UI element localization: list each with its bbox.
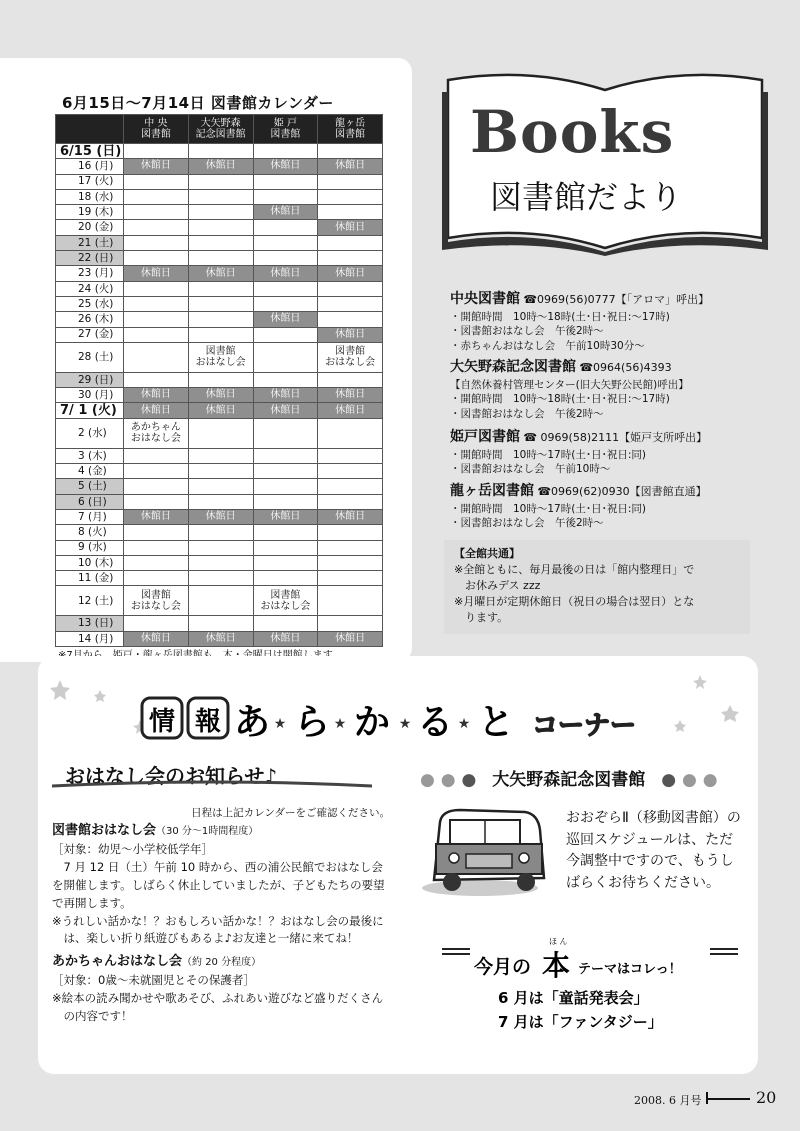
calendar-cell — [188, 174, 253, 189]
calendar-row — [56, 372, 383, 387]
calendar-date: 26 (木) — [56, 312, 124, 327]
calendar-cell — [318, 281, 383, 296]
event-cell: 図書館 おはなし会 — [318, 342, 383, 372]
header-himedo-label: 姫 戸 図書館 — [270, 117, 301, 140]
header-himedo — [253, 115, 318, 144]
closed-day-cell: 休館日 — [253, 403, 318, 418]
calendar-row — [56, 555, 383, 570]
library-storytime: ・図書館おはなし会 午後2時〜 — [450, 325, 604, 338]
info-tag-2: 報 — [194, 707, 222, 737]
calendar-date-header — [56, 115, 124, 144]
calendar-cell — [253, 418, 318, 448]
calendar-date: 28 (土) — [56, 342, 124, 372]
closed-day-cell: 休館日 — [253, 312, 318, 327]
calendar-row — [56, 220, 383, 235]
theme-of-month — [440, 935, 740, 1035]
calendar-row — [56, 540, 383, 555]
closed-day-cell: 休館日 — [188, 403, 253, 418]
calendar-date: 16 (月) — [56, 159, 124, 174]
schedule-note: 日程は上記カレンダーをご確認ください。 — [191, 807, 390, 819]
common-line: ※全館ともに、毎月最後の日は「館内整理日」で — [454, 562, 695, 576]
storytime-heading: おはなし会のお知らせ♪ — [65, 764, 278, 788]
calendar-cell — [188, 479, 253, 494]
calendar-cell — [318, 418, 383, 448]
svg-text:★: ★ — [273, 716, 287, 732]
closed-day-cell: 休館日 — [124, 509, 189, 524]
library-phone: ☎0964(56)4393 — [579, 361, 672, 374]
calendar-cell — [188, 571, 253, 586]
calendar-date: 11 (金) — [56, 571, 124, 586]
theme-july: 7 月は「ファンタジー」 — [498, 1013, 663, 1031]
calendar-cell — [253, 479, 318, 494]
calendar-cell — [188, 205, 253, 220]
library-info-oyano — [450, 358, 689, 422]
calendar-row — [56, 586, 383, 616]
header-oyano — [188, 115, 253, 144]
calendar-cell — [188, 448, 253, 463]
calendar-date: 18 (水) — [56, 189, 124, 204]
calendar-cell — [253, 616, 318, 631]
oyamori-heading-text: 大矢野森記念図書館 — [492, 770, 646, 790]
baby-storytime-heading: あかちゃんおはなし会 — [52, 954, 183, 970]
calendar-cell — [188, 616, 253, 631]
calendar-cell — [188, 525, 253, 540]
closed-day-cell: 休館日 — [253, 159, 318, 174]
page-number: 20 — [756, 1088, 777, 1107]
calendar-row — [56, 494, 383, 509]
calendar-date: 4 (金) — [56, 464, 124, 479]
calendar-cell — [124, 464, 189, 479]
calendar-row — [56, 525, 383, 540]
calendar-cell — [124, 616, 189, 631]
closed-day-cell: 休館日 — [253, 266, 318, 281]
calendar-cell — [253, 251, 318, 266]
calendar-row — [56, 205, 383, 220]
common-line: ※月曜日が定期休館日（祝日の場合は翌日）とな — [454, 594, 695, 608]
calendar-date: 24 (火) — [56, 281, 124, 296]
footer-rule — [708, 1098, 750, 1100]
calendar-cell — [188, 464, 253, 479]
calendar-row — [56, 235, 383, 250]
calendar-cell — [253, 144, 318, 159]
calendar-date: 8 (火) — [56, 525, 124, 540]
banner-char: ら — [293, 702, 331, 743]
calendar-header-row — [56, 115, 383, 144]
calendar-row — [56, 312, 383, 327]
calendar-date: 7 (月) — [56, 509, 124, 524]
banner-corner: コーナー — [532, 711, 637, 741]
calendar-cell — [253, 494, 318, 509]
common-line: お休みデス zzz — [454, 578, 541, 592]
header-chuo — [124, 115, 189, 144]
calendar-cell — [318, 571, 383, 586]
closed-day-cell: 休館日 — [318, 403, 383, 418]
calendar-cell — [188, 540, 253, 555]
closed-day-cell: 休館日 — [318, 159, 383, 174]
calendar-cell — [253, 525, 318, 540]
calendar-cell — [124, 235, 189, 250]
baby-storytime-desc: ※絵本の読み聞かせや歌あそび、ふれあい遊びなど盛りだくさんの内容です！ — [52, 991, 384, 1024]
library-phone: ☎0969(56)0777【「アロマ」呼出】 — [523, 293, 710, 306]
calendar-date: 2 (水) — [56, 418, 124, 448]
calendar-cell — [253, 342, 318, 372]
storytime-library-target: ［対象：幼児〜小学校低学年］ — [52, 842, 213, 857]
calendar-cell — [318, 174, 383, 189]
header-ryugatake-label: 龍ヶ岳 図書館 — [335, 117, 366, 140]
calendar-cell — [124, 281, 189, 296]
library-name: 龍ヶ岳図書館 — [450, 483, 534, 499]
calendar-date: 12 (土) — [56, 586, 124, 616]
calendar-cell — [318, 372, 383, 387]
calendar-cell — [188, 555, 253, 570]
theme-june: 6 月は「童話発表会」 — [498, 989, 649, 1007]
library-hours: ・開館時間 10時〜17時(土･日･祝日:同) — [450, 502, 646, 515]
storytime-library-desc: 7 月 12 日（土）午前 10 時から、西の浦公民館でおはなし会を開催します。しばらく休止していましたが、子どもたちの要望で再開します。 — [52, 860, 385, 910]
books-subtitle: 図書館だより — [490, 178, 683, 216]
library-storytime: ・図書館おはなし会 午前10時〜 — [450, 463, 611, 476]
svg-text:★: ★ — [457, 716, 471, 732]
library-info-chuo — [450, 290, 709, 354]
calendar-row — [56, 464, 383, 479]
calendar-row — [56, 388, 383, 403]
svg-text:★: ★ — [333, 716, 347, 732]
calendar-row — [56, 251, 383, 266]
calendar-date: 27 (金) — [56, 327, 124, 342]
library-storytime: ・図書館おはなし会 午後2時〜 — [450, 407, 604, 420]
closed-day-cell: 休館日 — [124, 266, 189, 281]
baby-storytime-duration: （約 20 分程度） — [182, 957, 262, 969]
info-corner-banner — [140, 690, 700, 750]
calendar-row — [56, 189, 383, 204]
mobile-library-bus-illustration — [420, 800, 560, 900]
library-phone: ☎0969(62)0930【図書館直通】 — [537, 485, 707, 498]
calendar-date: 10 (木) — [56, 555, 124, 570]
calendar-cell — [188, 312, 253, 327]
calendar-cell — [318, 464, 383, 479]
library-hours: ・開館時間 10時〜18時(土･日･祝日:〜17時) — [450, 393, 670, 406]
library-baby-storytime: ・赤ちゃんおはなし会 午前10時30分〜 — [450, 339, 645, 352]
calendar-row — [56, 509, 383, 524]
calendar-row — [56, 296, 383, 311]
calendar-cell — [318, 586, 383, 616]
library-name: 姫戸図書館 — [450, 429, 520, 445]
header-oyano-label: 大矢野森 記念図書館 — [195, 117, 246, 140]
calendar-date: 9 (水) — [56, 540, 124, 555]
calendar-cell — [188, 281, 253, 296]
calendar-cell — [124, 205, 189, 220]
calendar-cell — [124, 571, 189, 586]
calendar-cell — [253, 296, 318, 311]
closed-day-cell: 休館日 — [253, 631, 318, 646]
calendar-date: 6/15 (日) — [56, 144, 124, 159]
calendar-cell — [124, 555, 189, 570]
calendar-row — [56, 418, 383, 448]
library-name: 中央図書館 — [450, 291, 520, 307]
banner-char: と — [477, 702, 515, 743]
calendar-cell — [124, 342, 189, 372]
storytime-body — [52, 805, 390, 1026]
calendar-row — [56, 281, 383, 296]
calendar-cell — [124, 251, 189, 266]
calendar-cell — [124, 540, 189, 555]
calendar-cell — [188, 494, 253, 509]
calendar-cell — [318, 616, 383, 631]
storytime-library-duration: （30 分〜1時間程度） — [156, 826, 259, 838]
calendar-date: 19 (木) — [56, 205, 124, 220]
calendar-cell — [188, 235, 253, 250]
calendar-date: 5 (土) — [56, 479, 124, 494]
library-info-himedo — [450, 428, 707, 477]
heading-underline — [52, 778, 372, 792]
calendar-cell — [253, 540, 318, 555]
library-info-ryugatake — [450, 482, 707, 531]
event-cell: 図書館 おはなし会 — [253, 586, 318, 616]
closed-day-cell: 休館日 — [188, 388, 253, 403]
info-tag-1: 情 — [148, 707, 176, 737]
closed-day-cell: 休館日 — [253, 205, 318, 220]
storytime-library-extra: ※うれしい話かな！？おもしろい話かな！？おはなし会の最後には、楽しい折り紙遊びもあるよ♪お友達と一緒に来てね！ — [52, 913, 384, 946]
calendar-cell — [124, 479, 189, 494]
calendar-row — [56, 631, 383, 646]
calendar-date: 30 (月) — [56, 388, 124, 403]
closed-day-cell: 休館日 — [188, 266, 253, 281]
calendar-cell — [318, 494, 383, 509]
calendar-cell — [318, 205, 383, 220]
calendar-date: 20 (金) — [56, 220, 124, 235]
closed-day-cell: 休館日 — [253, 388, 318, 403]
dot-decoration-left: ● ● — [420, 770, 462, 790]
calendar-cell — [188, 251, 253, 266]
calendar-body — [56, 144, 383, 647]
event-cell: 図書館 おはなし会 — [188, 342, 253, 372]
calendar-cell — [188, 144, 253, 159]
calendar-cell — [188, 189, 253, 204]
calendar-row — [56, 479, 383, 494]
calendar-cell — [253, 281, 318, 296]
calendar-row — [56, 403, 383, 418]
closed-day-cell: 休館日 — [188, 509, 253, 524]
calendar-date: 3 (木) — [56, 448, 124, 463]
library-hours: ・開館時間 10時〜17時(土･日･祝日:同) — [450, 448, 646, 461]
calendar-date: 14 (月) — [56, 631, 124, 646]
oyamori-heading: ● ● ● 大矢野森記念図書館 ● ● ● — [420, 770, 718, 790]
dot-decoration-right: ● ● — [676, 770, 718, 790]
calendar-date: 25 (水) — [56, 296, 124, 311]
common-line: ります。 — [454, 610, 509, 624]
theme-tail: テーマはコレっ！ — [578, 962, 682, 977]
calendar-cell — [318, 312, 383, 327]
calendar-cell — [318, 540, 383, 555]
library-storytime: ・図書館おはなし会 午後2時〜 — [450, 517, 604, 530]
library-contact: 【自然休養村管理センター(旧大矢野公民館)呼出】 — [450, 378, 689, 391]
calendar-date: 6 (日) — [56, 494, 124, 509]
calendar-cell — [318, 189, 383, 204]
calendar-date: 29 (日) — [56, 372, 124, 387]
banner-char: か — [353, 702, 391, 743]
calendar-cell — [124, 312, 189, 327]
calendar-cell — [318, 525, 383, 540]
storytime-library-heading: 図書館おはなし会 — [52, 823, 157, 839]
calendar-cell — [124, 494, 189, 509]
calendar-date: 13 (日) — [56, 616, 124, 631]
calendar-row — [56, 571, 383, 586]
calendar-cell — [253, 174, 318, 189]
calendar-cell — [318, 251, 383, 266]
calendar-date: 17 (火) — [56, 174, 124, 189]
library-phone: ☎ 0969(58)2111【姫戸支所呼出】 — [523, 431, 708, 444]
theme-ruby: ほ ん — [549, 937, 568, 946]
event-cell: 図書館 おはなし会 — [124, 586, 189, 616]
svg-text:★: ★ — [398, 716, 412, 732]
calendar-date: 23 (月) — [56, 266, 124, 281]
baby-storytime-target: ［対象：0歳〜未就園児とその保護者］ — [52, 973, 255, 988]
calendar-cell — [253, 571, 318, 586]
banner-char: る — [416, 702, 454, 743]
calendar-cell — [188, 418, 253, 448]
calendar-date: 21 (土) — [56, 235, 124, 250]
closed-day-cell: 休館日 — [318, 631, 383, 646]
closed-day-cell: 休館日 — [318, 388, 383, 403]
calendar-cell — [253, 189, 318, 204]
calendar-cell — [253, 448, 318, 463]
closed-day-cell: 休館日 — [188, 159, 253, 174]
calendar-cell — [124, 327, 189, 342]
calendar-cell — [318, 296, 383, 311]
issue-date: 2008. 6 月号 — [634, 1094, 702, 1107]
calendar-cell — [318, 555, 383, 570]
calendar-cell — [253, 464, 318, 479]
calendar-cell — [253, 327, 318, 342]
calendar-cell — [124, 174, 189, 189]
calendar-cell — [318, 235, 383, 250]
calendar-cell — [124, 448, 189, 463]
calendar-row — [56, 448, 383, 463]
library-calendar-table — [55, 114, 383, 647]
calendar-cell — [188, 296, 253, 311]
library-name: 大矢野森記念図書館 — [450, 359, 576, 375]
closed-day-cell: 休館日 — [253, 509, 318, 524]
closed-day-cell: 休館日 — [124, 631, 189, 646]
calendar-row — [56, 174, 383, 189]
calendar-cell — [188, 327, 253, 342]
calendar-cell — [318, 448, 383, 463]
closed-day-cell: 休館日 — [124, 388, 189, 403]
header-ryugatake — [318, 115, 383, 144]
books-title: Books — [470, 98, 675, 166]
calendar-date: 7/ 1 (火) — [56, 403, 124, 418]
banner-char: あ — [233, 702, 271, 743]
calendar-cell — [188, 220, 253, 235]
calendar-cell — [124, 525, 189, 540]
calendar-row — [56, 144, 383, 159]
calendar-cell — [124, 372, 189, 387]
calendar-row — [56, 266, 383, 281]
event-cell: あかちゃん おはなし会 — [124, 418, 189, 448]
closed-day-cell: 休館日 — [318, 220, 383, 235]
calendar-cell — [318, 479, 383, 494]
closed-day-cell: 休館日 — [318, 327, 383, 342]
calendar-cell — [253, 235, 318, 250]
calendar-cell — [318, 144, 383, 159]
calendar-date: 22 (日) — [56, 251, 124, 266]
calendar-title: 6月15日〜7月14日 図書館カレンダー — [62, 94, 334, 112]
library-hours: ・開館時間 10時〜18時(土･日･祝日:〜17時) — [450, 310, 670, 323]
calendar-row — [56, 342, 383, 372]
calendar-row — [56, 616, 383, 631]
header-chuo-label: 中 央 図書館 — [140, 117, 171, 140]
closed-day-cell: 休館日 — [124, 403, 189, 418]
calendar-cell — [124, 296, 189, 311]
theme-hon: 本 — [542, 949, 571, 982]
calendar-cell — [124, 189, 189, 204]
closed-day-cell: 休館日 — [188, 631, 253, 646]
calendar-cell — [188, 586, 253, 616]
common-notice-box — [444, 540, 750, 634]
calendar-cell — [253, 220, 318, 235]
common-heading: 【全館共通】 — [454, 547, 520, 560]
calendar-row — [56, 327, 383, 342]
calendar-cell — [253, 372, 318, 387]
oyamori-body: おおぞらⅡ（移動図書館）の巡回スケジュールは、ただ今調整中ですので、もうしばらくお待ちください。 — [566, 810, 741, 892]
calendar-cell — [188, 372, 253, 387]
calendar-row — [56, 159, 383, 174]
calendar-cell — [253, 555, 318, 570]
closed-day-cell: 休館日 — [124, 159, 189, 174]
theme-lead: 今月の — [474, 956, 532, 978]
closed-day-cell: 休館日 — [318, 509, 383, 524]
calendar-cell — [124, 144, 189, 159]
calendar-cell — [124, 220, 189, 235]
closed-day-cell: 休館日 — [318, 266, 383, 281]
